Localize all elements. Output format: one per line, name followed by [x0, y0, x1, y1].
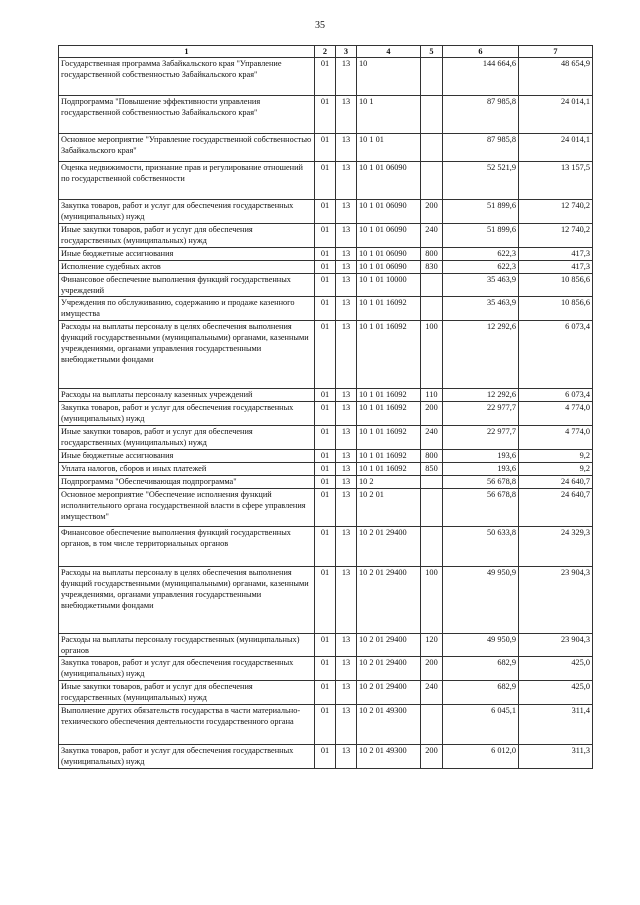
- cell-csr: 10 1 01 16092: [357, 463, 421, 476]
- cell-csr: 10 1 01 16092: [357, 297, 421, 321]
- cell-pr: 13: [336, 450, 357, 463]
- cell-rz: 01: [315, 681, 336, 705]
- cell-csr: 10 2 01 29400: [357, 657, 421, 681]
- cell-pr: 13: [336, 162, 357, 200]
- cell-value-1: 87 985,8: [443, 134, 519, 162]
- cell-name: Расходы на выплаты персоналу казенных учреждений: [59, 389, 315, 402]
- table-row: [59, 224, 593, 248]
- cell-value-1: 50 633,8: [443, 527, 519, 567]
- cell-pr: 13: [336, 463, 357, 476]
- cell-value-2: 9,2: [519, 450, 593, 463]
- table-row: [59, 200, 593, 224]
- cell-name: Основное мероприятие "Обеспечение исполнения функций исполнительного органа государственной власти в сфере управления имуществом": [59, 489, 315, 527]
- cell-pr: 13: [336, 224, 357, 248]
- cell-csr: 10 1 01 16092: [357, 402, 421, 426]
- cell-vr: 200: [421, 657, 443, 681]
- table-row: [59, 567, 593, 634]
- cell-pr: 13: [336, 476, 357, 489]
- cell-rz: 01: [315, 134, 336, 162]
- cell-value-2: 425,0: [519, 681, 593, 705]
- cell-csr: 10 1 01 06090: [357, 200, 421, 224]
- cell-value-2: 10 856,6: [519, 297, 593, 321]
- cell-value-2: 13 157,5: [519, 162, 593, 200]
- cell-csr: 10 2 01 29400: [357, 634, 421, 657]
- cell-rz: 01: [315, 402, 336, 426]
- table-row: [59, 162, 593, 200]
- cell-value-2: 311,4: [519, 705, 593, 745]
- cell-value-2: 417,3: [519, 261, 593, 274]
- column-header: 6: [443, 46, 519, 58]
- cell-vr: 800: [421, 450, 443, 463]
- cell-name: Государственная программа Забайкальского края "Управление государственной собственностью Забайкальского края": [59, 58, 315, 96]
- cell-name: Расходы на выплаты персоналу в целях обеспечения выполнения функций государственными (муниципальными) органами, казенными учреждениями, органами управления государственными внебюджетными фондами: [59, 567, 315, 634]
- cell-value-1: 22 977,7: [443, 426, 519, 450]
- cell-pr: 13: [336, 321, 357, 389]
- cell-vr: 830: [421, 261, 443, 274]
- cell-rz: 01: [315, 450, 336, 463]
- cell-pr: 13: [336, 58, 357, 96]
- cell-name: Основное мероприятие "Управление государственной собственностью Забайкальского края": [59, 134, 315, 162]
- cell-name: Уплата налогов, сборов и иных платежей: [59, 463, 315, 476]
- cell-csr: 10 1 01 06090: [357, 162, 421, 200]
- cell-value-2: 24 640,7: [519, 489, 593, 527]
- cell-csr: 10 2: [357, 476, 421, 489]
- cell-value-1: 51 899,6: [443, 200, 519, 224]
- cell-csr: 10 1: [357, 96, 421, 134]
- page-number: 35: [315, 20, 325, 31]
- cell-value-1: 56 678,8: [443, 476, 519, 489]
- cell-vr: 240: [421, 224, 443, 248]
- cell-csr: 10 2 01 49300: [357, 745, 421, 769]
- column-header: 7: [519, 46, 593, 58]
- table-row: [59, 274, 593, 297]
- table-row: [59, 261, 593, 274]
- table-row: [59, 489, 593, 527]
- cell-csr: 10 1 01: [357, 134, 421, 162]
- cell-value-1: 6 012,0: [443, 745, 519, 769]
- cell-vr: [421, 476, 443, 489]
- cell-vr: 200: [421, 200, 443, 224]
- cell-vr: 240: [421, 681, 443, 705]
- cell-name: Расходы на выплаты персоналу государственных (муниципальных) органов: [59, 634, 315, 657]
- cell-vr: [421, 274, 443, 297]
- table-row: [59, 426, 593, 450]
- cell-rz: 01: [315, 745, 336, 769]
- cell-value-1: 22 977,7: [443, 402, 519, 426]
- table-row: [59, 450, 593, 463]
- cell-name: Подпрограмма "Обеспечивающая подпрограмма": [59, 476, 315, 489]
- cell-csr: 10 1 01 16092: [357, 389, 421, 402]
- table-row: [59, 96, 593, 134]
- table-row: [59, 476, 593, 489]
- cell-name: Подпрограмма "Повышение эффективности управления государственной собственностью Забайкальского края": [59, 96, 315, 134]
- table-row: [59, 634, 593, 657]
- cell-rz: 01: [315, 476, 336, 489]
- table-row: [59, 297, 593, 321]
- cell-vr: 800: [421, 248, 443, 261]
- cell-rz: 01: [315, 96, 336, 134]
- column-header: 1: [59, 46, 315, 58]
- cell-value-2: 23 904,3: [519, 634, 593, 657]
- cell-csr: 10 2 01: [357, 489, 421, 527]
- cell-rz: 01: [315, 705, 336, 745]
- cell-vr: [421, 527, 443, 567]
- cell-rz: 01: [315, 248, 336, 261]
- cell-value-2: 4 774,0: [519, 402, 593, 426]
- cell-pr: 13: [336, 681, 357, 705]
- column-header: 2: [315, 46, 336, 58]
- cell-pr: 13: [336, 389, 357, 402]
- cell-value-1: 35 463,9: [443, 297, 519, 321]
- cell-vr: [421, 489, 443, 527]
- cell-value-1: 35 463,9: [443, 274, 519, 297]
- cell-rz: 01: [315, 162, 336, 200]
- cell-rz: 01: [315, 389, 336, 402]
- cell-vr: 200: [421, 402, 443, 426]
- cell-rz: 01: [315, 657, 336, 681]
- cell-csr: 10 2 01 29400: [357, 567, 421, 634]
- cell-csr: 10 1 01 16092: [357, 426, 421, 450]
- table-header-row: [59, 46, 593, 58]
- cell-vr: 100: [421, 321, 443, 389]
- cell-name: Иные бюджетные ассигнования: [59, 450, 315, 463]
- cell-value-2: 6 073,4: [519, 389, 593, 402]
- cell-vr: 100: [421, 567, 443, 634]
- table-row: [59, 705, 593, 745]
- cell-value-1: 6 045,1: [443, 705, 519, 745]
- cell-rz: 01: [315, 567, 336, 634]
- cell-name: Выполнение других обязательств государства в части материально-технического обеспечения деятельности государственного органа: [59, 705, 315, 745]
- column-header: 5: [421, 46, 443, 58]
- table-body: [59, 58, 593, 769]
- cell-rz: 01: [315, 297, 336, 321]
- table-row: [59, 134, 593, 162]
- cell-vr: [421, 58, 443, 96]
- cell-pr: 13: [336, 134, 357, 162]
- cell-pr: 13: [336, 634, 357, 657]
- cell-pr: 13: [336, 261, 357, 274]
- cell-pr: 13: [336, 200, 357, 224]
- column-header: 3: [336, 46, 357, 58]
- cell-vr: 850: [421, 463, 443, 476]
- cell-value-1: 12 292,6: [443, 321, 519, 389]
- cell-rz: 01: [315, 489, 336, 527]
- cell-pr: 13: [336, 745, 357, 769]
- cell-name: Оценка недвижимости, признание прав и регулирование отношений по государственной собственности: [59, 162, 315, 200]
- cell-vr: [421, 134, 443, 162]
- cell-value-1: 49 950,9: [443, 634, 519, 657]
- column-header: 4: [357, 46, 421, 58]
- cell-name: Закупка товаров, работ и услуг для обеспечения государственных (муниципальных) нужд: [59, 657, 315, 681]
- cell-value-1: 144 664,6: [443, 58, 519, 96]
- cell-csr: 10 1 01 10000: [357, 274, 421, 297]
- cell-csr: 10 1 01 06090: [357, 224, 421, 248]
- cell-value-1: 622,3: [443, 248, 519, 261]
- cell-pr: 13: [336, 489, 357, 527]
- cell-csr: 10 1 01 06090: [357, 248, 421, 261]
- cell-csr: 10 1 01 16092: [357, 321, 421, 389]
- cell-value-1: 682,9: [443, 681, 519, 705]
- cell-rz: 01: [315, 261, 336, 274]
- cell-pr: 13: [336, 96, 357, 134]
- cell-csr: 10 1 01 16092: [357, 450, 421, 463]
- table-row: [59, 527, 593, 567]
- cell-value-2: 311,3: [519, 745, 593, 769]
- cell-pr: 13: [336, 705, 357, 745]
- cell-pr: 13: [336, 248, 357, 261]
- cell-value-2: 24 329,3: [519, 527, 593, 567]
- cell-name: Иные закупки товаров, работ и услуг для обеспечения государственных (муниципальных) нужд: [59, 681, 315, 705]
- cell-value-2: 24 640,7: [519, 476, 593, 489]
- table-row: [59, 402, 593, 426]
- cell-name: Расходы на выплаты персоналу в целях обеспечения выполнения функций государственными (муниципальными) органами, казенными учреждениями, органами управления государственными внебюджетными фондами: [59, 321, 315, 389]
- cell-value-2: 12 740,2: [519, 224, 593, 248]
- cell-rz: 01: [315, 200, 336, 224]
- cell-pr: 13: [336, 402, 357, 426]
- cell-rz: 01: [315, 426, 336, 450]
- cell-csr: 10 2 01 29400: [357, 527, 421, 567]
- cell-rz: 01: [315, 58, 336, 96]
- table-row: [59, 389, 593, 402]
- table-row: [59, 681, 593, 705]
- cell-value-1: 56 678,8: [443, 489, 519, 527]
- cell-value-1: 193,6: [443, 463, 519, 476]
- table-row: [59, 58, 593, 96]
- cell-pr: 13: [336, 274, 357, 297]
- cell-value-1: 12 292,6: [443, 389, 519, 402]
- cell-value-2: 4 774,0: [519, 426, 593, 450]
- cell-name: Исполнение судебных актов: [59, 261, 315, 274]
- cell-rz: 01: [315, 634, 336, 657]
- cell-csr: 10: [357, 58, 421, 96]
- cell-value-1: 622,3: [443, 261, 519, 274]
- cell-value-2: 417,3: [519, 248, 593, 261]
- cell-value-2: 9,2: [519, 463, 593, 476]
- table-row: [59, 248, 593, 261]
- cell-pr: 13: [336, 527, 357, 567]
- cell-name: Закупка товаров, работ и услуг для обеспечения государственных (муниципальных) нужд: [59, 745, 315, 769]
- cell-value-2: 48 654,9: [519, 58, 593, 96]
- cell-rz: 01: [315, 463, 336, 476]
- cell-vr: [421, 297, 443, 321]
- cell-name: Учреждения по обслуживанию, содержанию и продаже казенного имущества: [59, 297, 315, 321]
- cell-name: Закупка товаров, работ и услуг для обеспечения государственных (муниципальных) нужд: [59, 200, 315, 224]
- cell-value-1: 193,6: [443, 450, 519, 463]
- cell-value-2: 23 904,3: [519, 567, 593, 634]
- cell-value-2: 10 856,6: [519, 274, 593, 297]
- budget-table: [58, 45, 593, 769]
- cell-value-2: 6 073,4: [519, 321, 593, 389]
- cell-vr: [421, 96, 443, 134]
- table-row: [59, 657, 593, 681]
- cell-value-1: 52 521,9: [443, 162, 519, 200]
- cell-vr: 110: [421, 389, 443, 402]
- table-row: [59, 745, 593, 769]
- cell-value-1: 51 899,6: [443, 224, 519, 248]
- cell-pr: 13: [336, 657, 357, 681]
- cell-name: Иные бюджетные ассигнования: [59, 248, 315, 261]
- cell-rz: 01: [315, 527, 336, 567]
- cell-value-1: 87 985,8: [443, 96, 519, 134]
- cell-rz: 01: [315, 224, 336, 248]
- cell-csr: 10 2 01 49300: [357, 705, 421, 745]
- cell-value-1: 49 950,9: [443, 567, 519, 634]
- cell-vr: [421, 162, 443, 200]
- cell-vr: 120: [421, 634, 443, 657]
- table-row: [59, 463, 593, 476]
- cell-pr: 13: [336, 426, 357, 450]
- cell-csr: 10 2 01 29400: [357, 681, 421, 705]
- cell-name: Закупка товаров, работ и услуг для обеспечения государственных (муниципальных) нужд: [59, 402, 315, 426]
- cell-name: Иные закупки товаров, работ и услуг для обеспечения государственных (муниципальных) нужд: [59, 224, 315, 248]
- cell-value-2: 24 014,1: [519, 96, 593, 134]
- cell-vr: 240: [421, 426, 443, 450]
- table-row: [59, 321, 593, 389]
- cell-value-1: 682,9: [443, 657, 519, 681]
- cell-value-2: 12 740,2: [519, 200, 593, 224]
- cell-value-2: 425,0: [519, 657, 593, 681]
- cell-pr: 13: [336, 567, 357, 634]
- cell-rz: 01: [315, 321, 336, 389]
- cell-name: Иные закупки товаров, работ и услуг для обеспечения государственных (муниципальных) нужд: [59, 426, 315, 450]
- cell-vr: [421, 705, 443, 745]
- cell-rz: 01: [315, 274, 336, 297]
- cell-vr: 200: [421, 745, 443, 769]
- cell-csr: 10 1 01 06090: [357, 261, 421, 274]
- cell-name: Финансовое обеспечение выполнения функций государственных учреждений: [59, 274, 315, 297]
- cell-name: Финансовое обеспечение выполнения функций государственных органов, в том числе территориальных органов: [59, 527, 315, 567]
- cell-pr: 13: [336, 297, 357, 321]
- cell-value-2: 24 014,1: [519, 134, 593, 162]
